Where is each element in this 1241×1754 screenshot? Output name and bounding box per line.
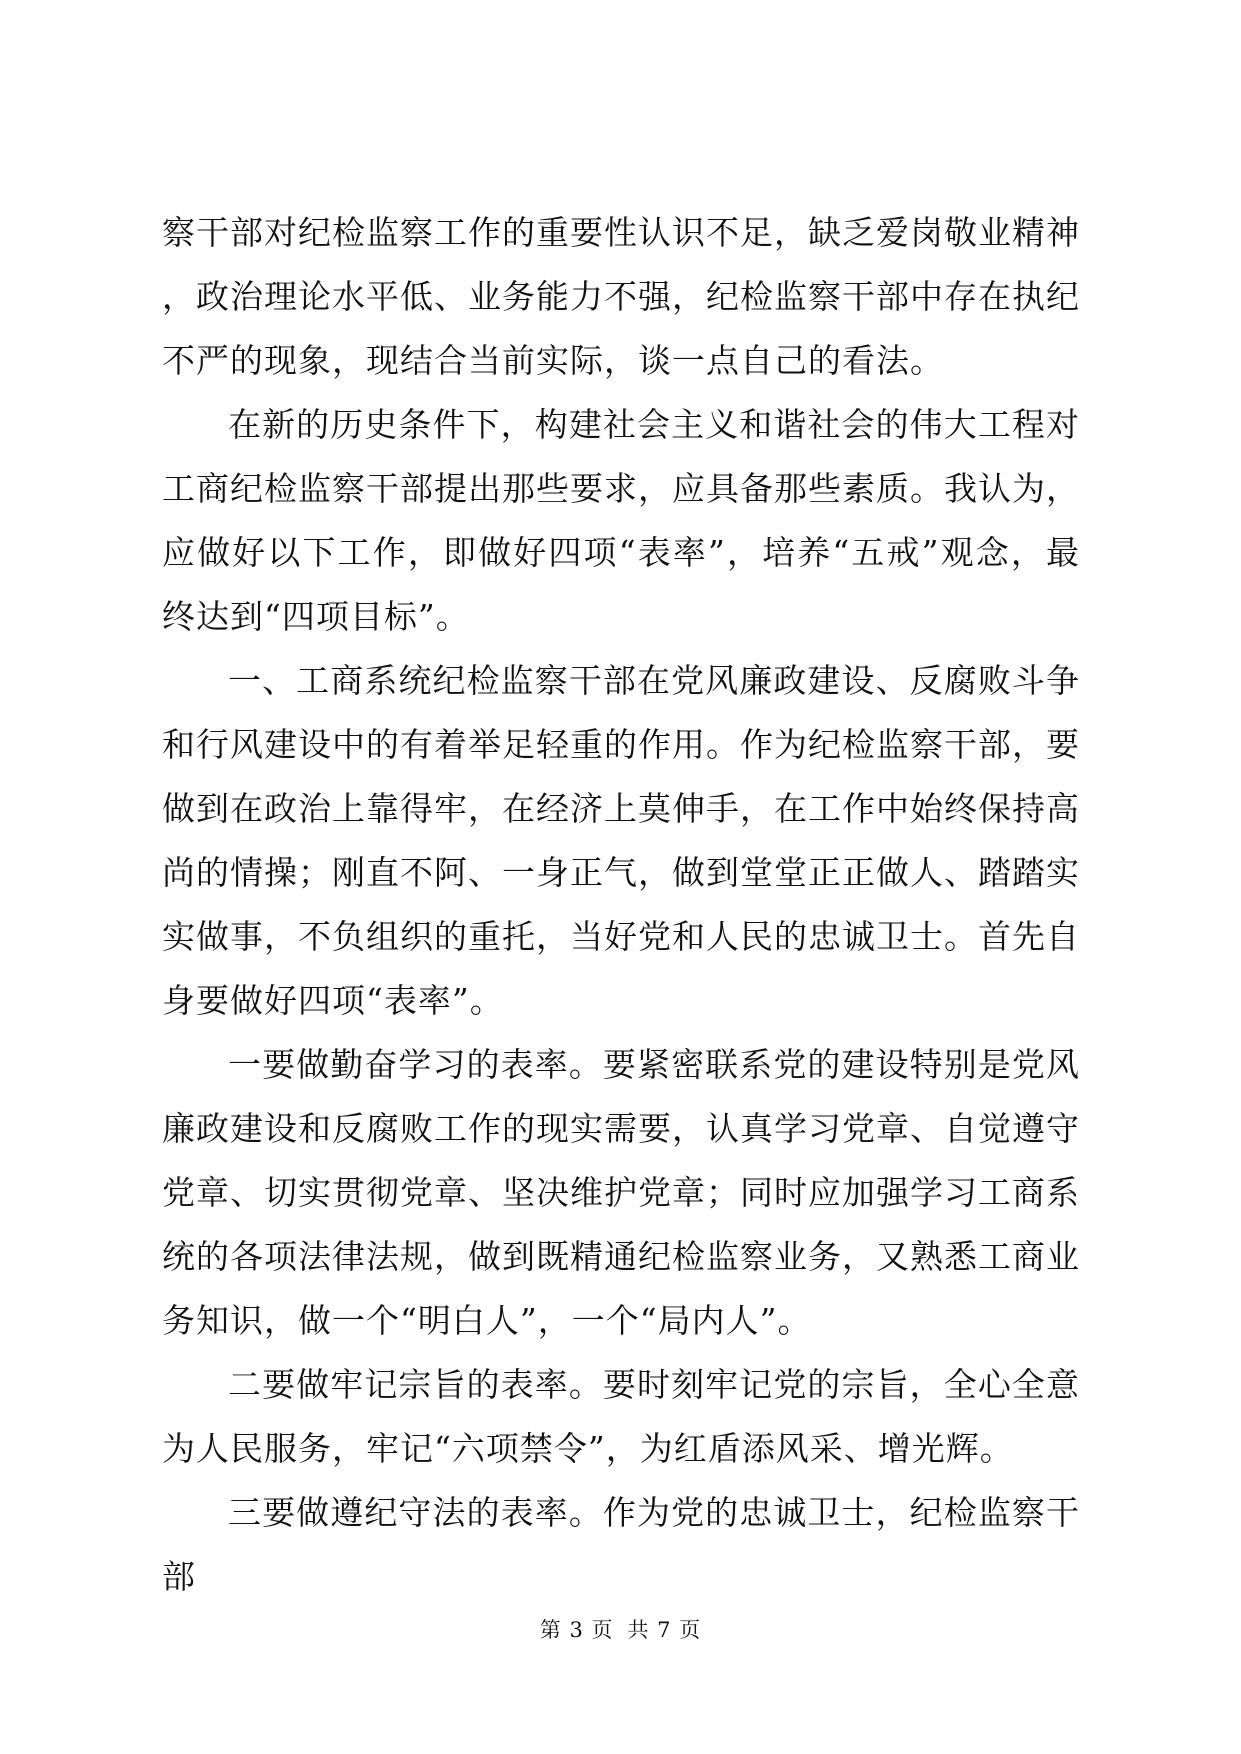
paragraph-3: 一、工商系统纪检监察干部在党风廉政建设、反腐败斗争和行风建设中的有着举足轻重的作用。作为纪检监察干部，要做到在政治上靠得牢，在经济上莫伸手，在工作中始终保持高尚的情操；刚直不阿、一身正气，做到堂堂正正做人、踏踏实实做事，不负组织的重托，当好党和人民的忠诚卫士。首先自身要做好四项“表率”。 (162, 661, 1080, 1020)
paragraph-2: 在新的历史条件下，构建社会主义和谐社会的伟大工程对工商纪检监察干部提出那些要求，应具备那些素质。我认为，应做好以下工作，即做好四项“表率”，培养“五戒”观念，最终达到“四项目标”。 (162, 405, 1080, 636)
page-total: 共 7 页 (627, 1618, 702, 1642)
paragraph-6: 三要做遵纪守法的表率。作为党的忠诚卫士，纪检监察干部 (162, 1493, 1080, 1596)
paragraph-4: 一要做勤奋学习的表率。要紧密联系党的建设特别是党风廉政建设和反腐败工作的现实需要，认真学习党章、自觉遵守党章、切实贯彻党章、坚决维护党章；同时应加强学习工商系统的各项法律法规，做到既精通纪检监察业务，又熟悉工商业务知识，做一个“明白人”，一个“局内人”。 (162, 1045, 1080, 1340)
paragraph-1: 察干部对纪检监察工作的重要性认识不足，缺乏爱岗敬业精神，政治理论水平低、业务能力不强，纪检监察干部中存在执纪不严的现象，现结合当前实际，谈一点自己的看法。 (162, 213, 1080, 380)
document-body (162, 201, 1080, 1609)
page-footer (0, 1615, 1241, 1645)
page-number: 第 3 页 (539, 1618, 614, 1642)
paragraph-5: 二要做牢记宗旨的表率。要时刻牢记党的宗旨，全心全意为人民服务，牢记“六项禁令”，为红盾添风采、增光辉。 (162, 1365, 1080, 1468)
